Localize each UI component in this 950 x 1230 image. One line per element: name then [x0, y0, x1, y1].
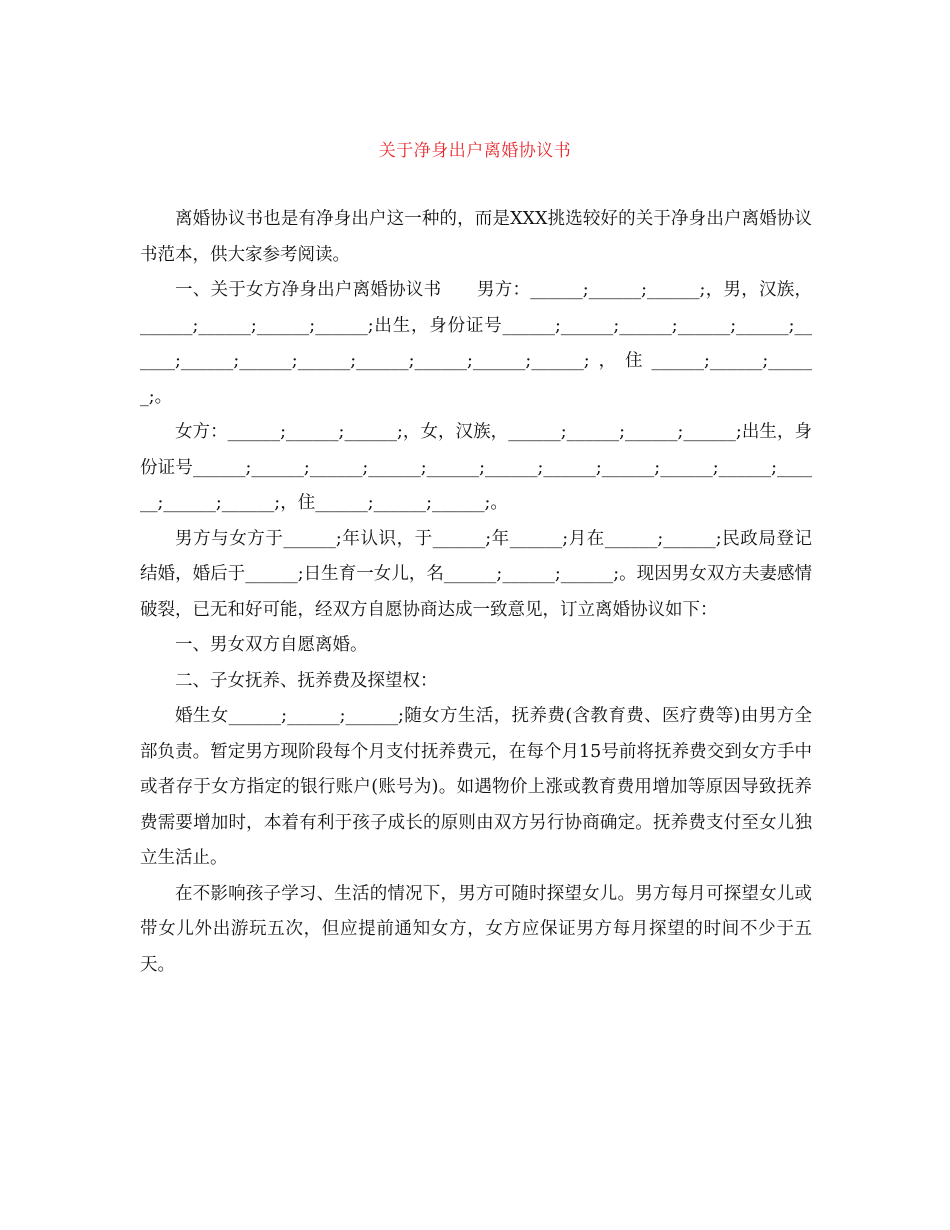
male-party-paragraph: 一、关于女方净身出户离婚协议书 男方：______;______;______;，男，汉族，______;______;______;______;出生，身份证号______;______;______;______;______;______;______;______;______;______;______;______;______;，住______;______;______;。 [140, 280, 812, 407]
visitation-paragraph: 在不影响孩子学习、生活的情况下，男方可随时探望女儿。男方每月可探望女儿或带女儿外出游玩五次，但应提前通知女方，女方应保证男方每月探望的时间不少于五天。 [140, 883, 812, 975]
clause-custody-heading: 二、子女抚养、抚养费及探望权： [175, 670, 438, 691]
female-party-paragraph: 女方：______;______;______;，女，汉族，______;______;______;______;出生，身份证号______;______;______;______;______;______;______;______;______;______;______;______;______;，住______;______;______;。 [140, 422, 812, 513]
clause-divorce-paragraph: 一、男女双方自愿离婚。 [175, 635, 368, 655]
intro-paragraph: 离婚协议书也是有净身出户这一种的，而是XXX挑选较好的关于净身出户离婚协议书范本，供大家参考阅读。 [140, 209, 812, 265]
marriage-background-paragraph: 男方与女方于______;年认识，于______;年______;月在______;______;民政局登记结婚，婚后于______;日生育一女儿，名______;______;______;。现因男女双方夫妻感情破裂，已无和好可能，经双方自愿协商达成一致意见，订立离婚协议如下： [140, 528, 812, 620]
document-title: 关于净身出户离婚协议书 [378, 141, 572, 161]
child-support-paragraph: 婚生女______;______;______;随女方生活，抚养费(含教育费、医疗费等)由男方全部负责。暂定男方现阶段每个月支付抚养费元，在每个月15号前将抚养费交到女方手中或者存于女方指定的银行账户(账号为)。如遇物价上涨或教育费用增加等原因导致抚养费需要增加时，本着有利于孩子成长的原则由双方另行协商确定。抚养费支付至女儿独立生活止。 [140, 706, 812, 868]
document-body [140, 202, 812, 983]
